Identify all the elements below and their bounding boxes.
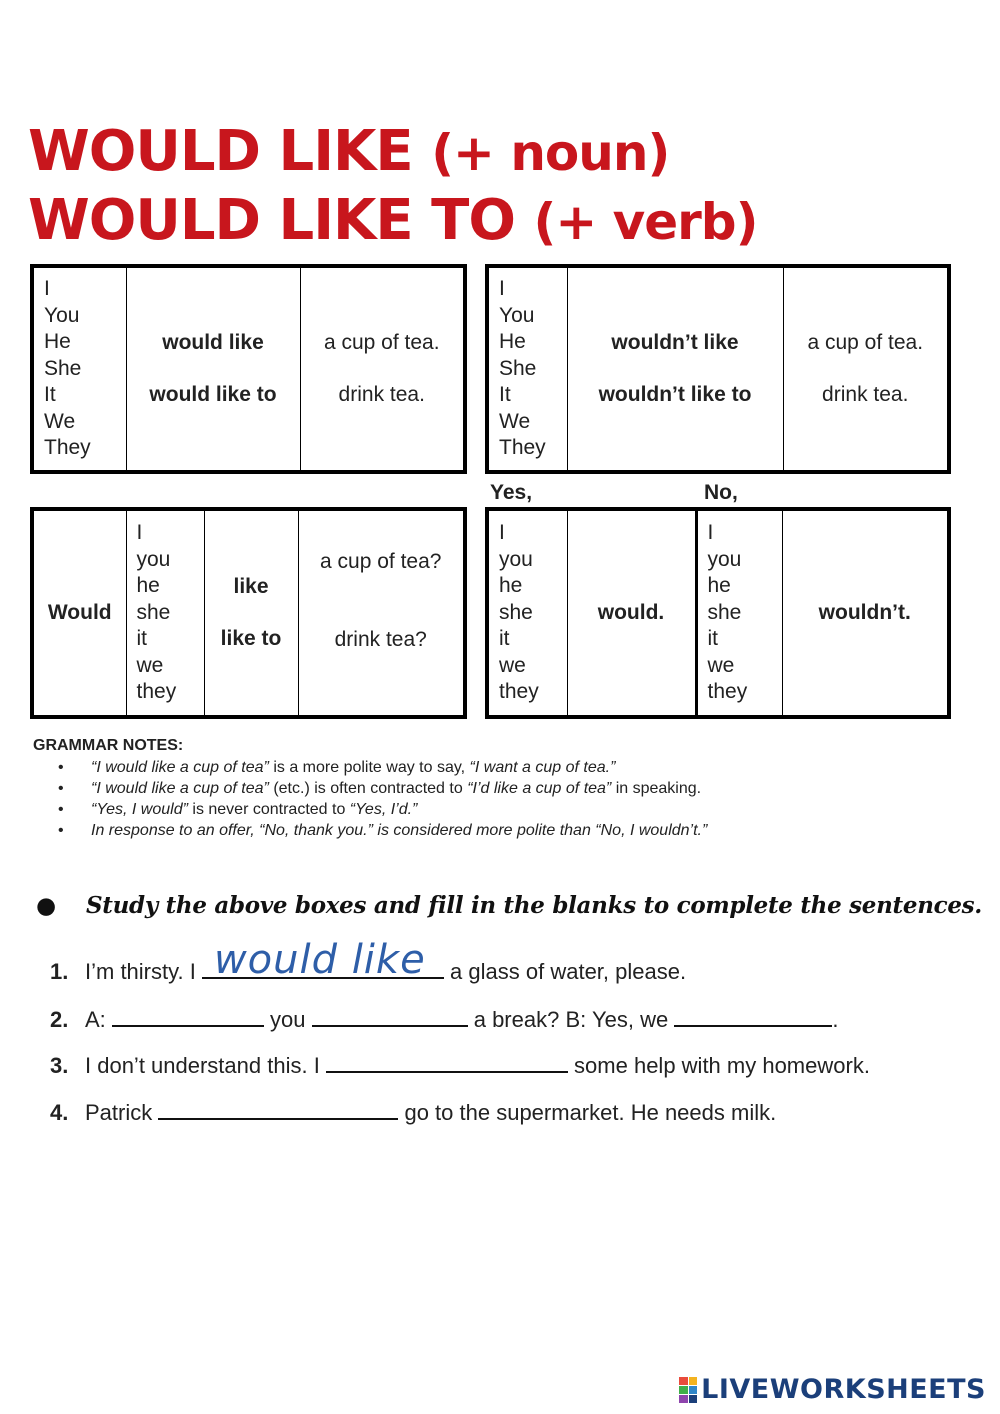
pronoun-column (126, 509, 204, 717)
liveworksheets-logo (679, 1374, 986, 1405)
aux-cell: Would (32, 509, 126, 717)
verb-form: wouldn’t like to (598, 383, 752, 406)
question-text: Patrick (85, 1100, 159, 1125)
no-answer-cell: wouldn’t. (782, 509, 949, 717)
pronoun: I (136, 521, 143, 545)
object-text: drink tea. (822, 383, 909, 406)
question-number: 1. (50, 959, 69, 984)
question-3 (50, 1051, 870, 1079)
object-text: a cup of tea. (807, 331, 924, 354)
title-sub-2: (+ verb) (533, 193, 758, 251)
pronoun: I (44, 277, 50, 301)
short-answer-table (485, 507, 951, 719)
verb-form: would like to (149, 383, 277, 406)
pronoun: they (499, 680, 539, 704)
logo-text: LIVEWORKSHEETS (701, 1374, 986, 1405)
question-number: 2. (50, 1007, 69, 1032)
pronoun: We (499, 409, 531, 433)
grammar-note (58, 820, 707, 841)
object-column (783, 266, 949, 472)
affirmative-table (30, 264, 467, 474)
pronoun: she (136, 600, 171, 624)
pronoun: We (44, 409, 76, 433)
bullet-icon: ● (36, 892, 56, 919)
question-text: I don’t understand this. I (85, 1053, 326, 1078)
pronoun: we (499, 653, 526, 677)
question-table (30, 507, 467, 719)
note-italic: “Yes, I would” (91, 801, 188, 818)
pronoun: she (707, 600, 742, 624)
note-italic: “Yes, I’d.” (349, 801, 418, 818)
pronoun: You (499, 303, 535, 327)
bullet-icon: • (58, 801, 64, 818)
title-sub-1: (+ noun) (431, 124, 670, 182)
grammar-note (58, 757, 707, 778)
yes-answer-cell: would. (567, 509, 696, 717)
instruction-text: Study the above boxes and fill in the blanks to complete the sentences. (86, 892, 983, 919)
negative-table (485, 264, 951, 474)
pronoun: I (499, 521, 505, 545)
grammar-note (58, 799, 707, 820)
exercise-instruction (36, 892, 982, 919)
verb-form: wouldn’t like (611, 331, 739, 354)
pronoun-column-no (696, 509, 782, 717)
logo-mark-icon (679, 1377, 697, 1403)
pronoun: She (44, 356, 82, 380)
question-text: some help with my homework. (567, 1053, 870, 1078)
object-column (298, 509, 465, 717)
object-column (300, 266, 465, 472)
title-main-2: WOULD LIKE TO (28, 188, 515, 253)
verb-column (204, 509, 298, 717)
note-text: is a more polite way to say, (268, 759, 470, 776)
question-number: 3. (50, 1053, 69, 1078)
pronoun: He (44, 330, 71, 354)
note-italic: “I’d like a cup of tea” (467, 780, 612, 797)
verb-column (126, 266, 300, 472)
note-italic: “I would like a cup of tea” (91, 759, 269, 776)
object-text: a cup of tea. (323, 331, 440, 354)
grammar-note (58, 778, 707, 799)
pronoun: It (499, 383, 511, 407)
question-text: a glass of water, please. (443, 959, 687, 984)
verb-column (567, 266, 783, 472)
pronoun: you (499, 547, 533, 571)
question-text: I’m thirsty. I (85, 959, 202, 984)
pronoun-column (32, 266, 126, 472)
bullet-icon: • (58, 759, 64, 776)
answer-blank[interactable] (202, 937, 444, 983)
answer-blank[interactable] (326, 1051, 568, 1073)
pronoun: she (499, 600, 533, 624)
question-4 (50, 1098, 776, 1126)
object-text: drink tea? (334, 628, 427, 651)
bullet-icon: • (58, 822, 64, 839)
note-text: is never contracted to (187, 801, 350, 818)
pronoun: It (44, 383, 56, 407)
pronoun: you (707, 547, 742, 571)
grammar-notes-list (58, 757, 707, 841)
pronoun: it (707, 627, 718, 651)
question-text: A: (85, 1007, 112, 1032)
pronoun: They (499, 436, 546, 460)
pronoun: You (44, 303, 80, 327)
worksheet-title-line1 (28, 119, 670, 184)
verb-form: would like (162, 331, 264, 354)
note-italic: In response to an offer, “No, thank you.” is considered more polite than “No, I wouldn’t.” (91, 822, 708, 839)
question-text: you (263, 1007, 312, 1032)
pronoun: we (707, 653, 735, 677)
question-number: 4. (50, 1100, 69, 1125)
pronoun: we (136, 653, 164, 677)
grammar-notes-title: GRAMMAR NOTES: (33, 737, 184, 754)
pronoun-column (487, 266, 567, 472)
pronoun: they (707, 680, 748, 704)
pronoun: he (136, 574, 160, 598)
question-1 (50, 937, 687, 985)
question-2 (50, 1005, 838, 1033)
object-text: a cup of tea? (320, 550, 442, 573)
pronoun: you (136, 547, 171, 571)
filled-answer: would like (213, 937, 426, 983)
pronoun: it (499, 627, 510, 651)
pronoun: they (136, 680, 177, 704)
pronoun: it (136, 627, 147, 651)
pronoun: I (707, 521, 714, 545)
pronoun: He (499, 330, 526, 354)
verb-form: like (233, 575, 269, 598)
pronoun-column-yes (487, 509, 567, 717)
pronoun: They (44, 436, 91, 460)
bullet-icon: • (58, 780, 64, 797)
question-text: a break? B: Yes, we (467, 1007, 675, 1032)
object-text: drink tea. (338, 383, 425, 406)
note-italic: “I want a cup of tea.” (469, 759, 616, 776)
worksheet-title-line2 (28, 188, 758, 253)
question-text: . (832, 1007, 839, 1032)
no-label: No, (704, 481, 738, 504)
answer-blank[interactable] (112, 1005, 264, 1027)
title-main-1: WOULD LIKE (28, 119, 413, 184)
pronoun: he (499, 574, 523, 598)
yes-label: Yes, (490, 481, 533, 504)
pronoun: he (707, 574, 731, 598)
note-italic: “I would like a cup of tea” (91, 780, 269, 797)
answer-blank[interactable] (674, 1005, 832, 1027)
pronoun: She (499, 356, 537, 380)
question-text: go to the supermarket. He needs milk. (398, 1100, 777, 1125)
answer-blank[interactable] (312, 1005, 468, 1027)
note-text: (etc.) is often contracted to (268, 780, 468, 797)
verb-form: like to (220, 627, 282, 650)
pronoun: I (499, 277, 505, 301)
answer-blank[interactable] (158, 1098, 398, 1120)
note-text: in speaking. (611, 780, 702, 797)
